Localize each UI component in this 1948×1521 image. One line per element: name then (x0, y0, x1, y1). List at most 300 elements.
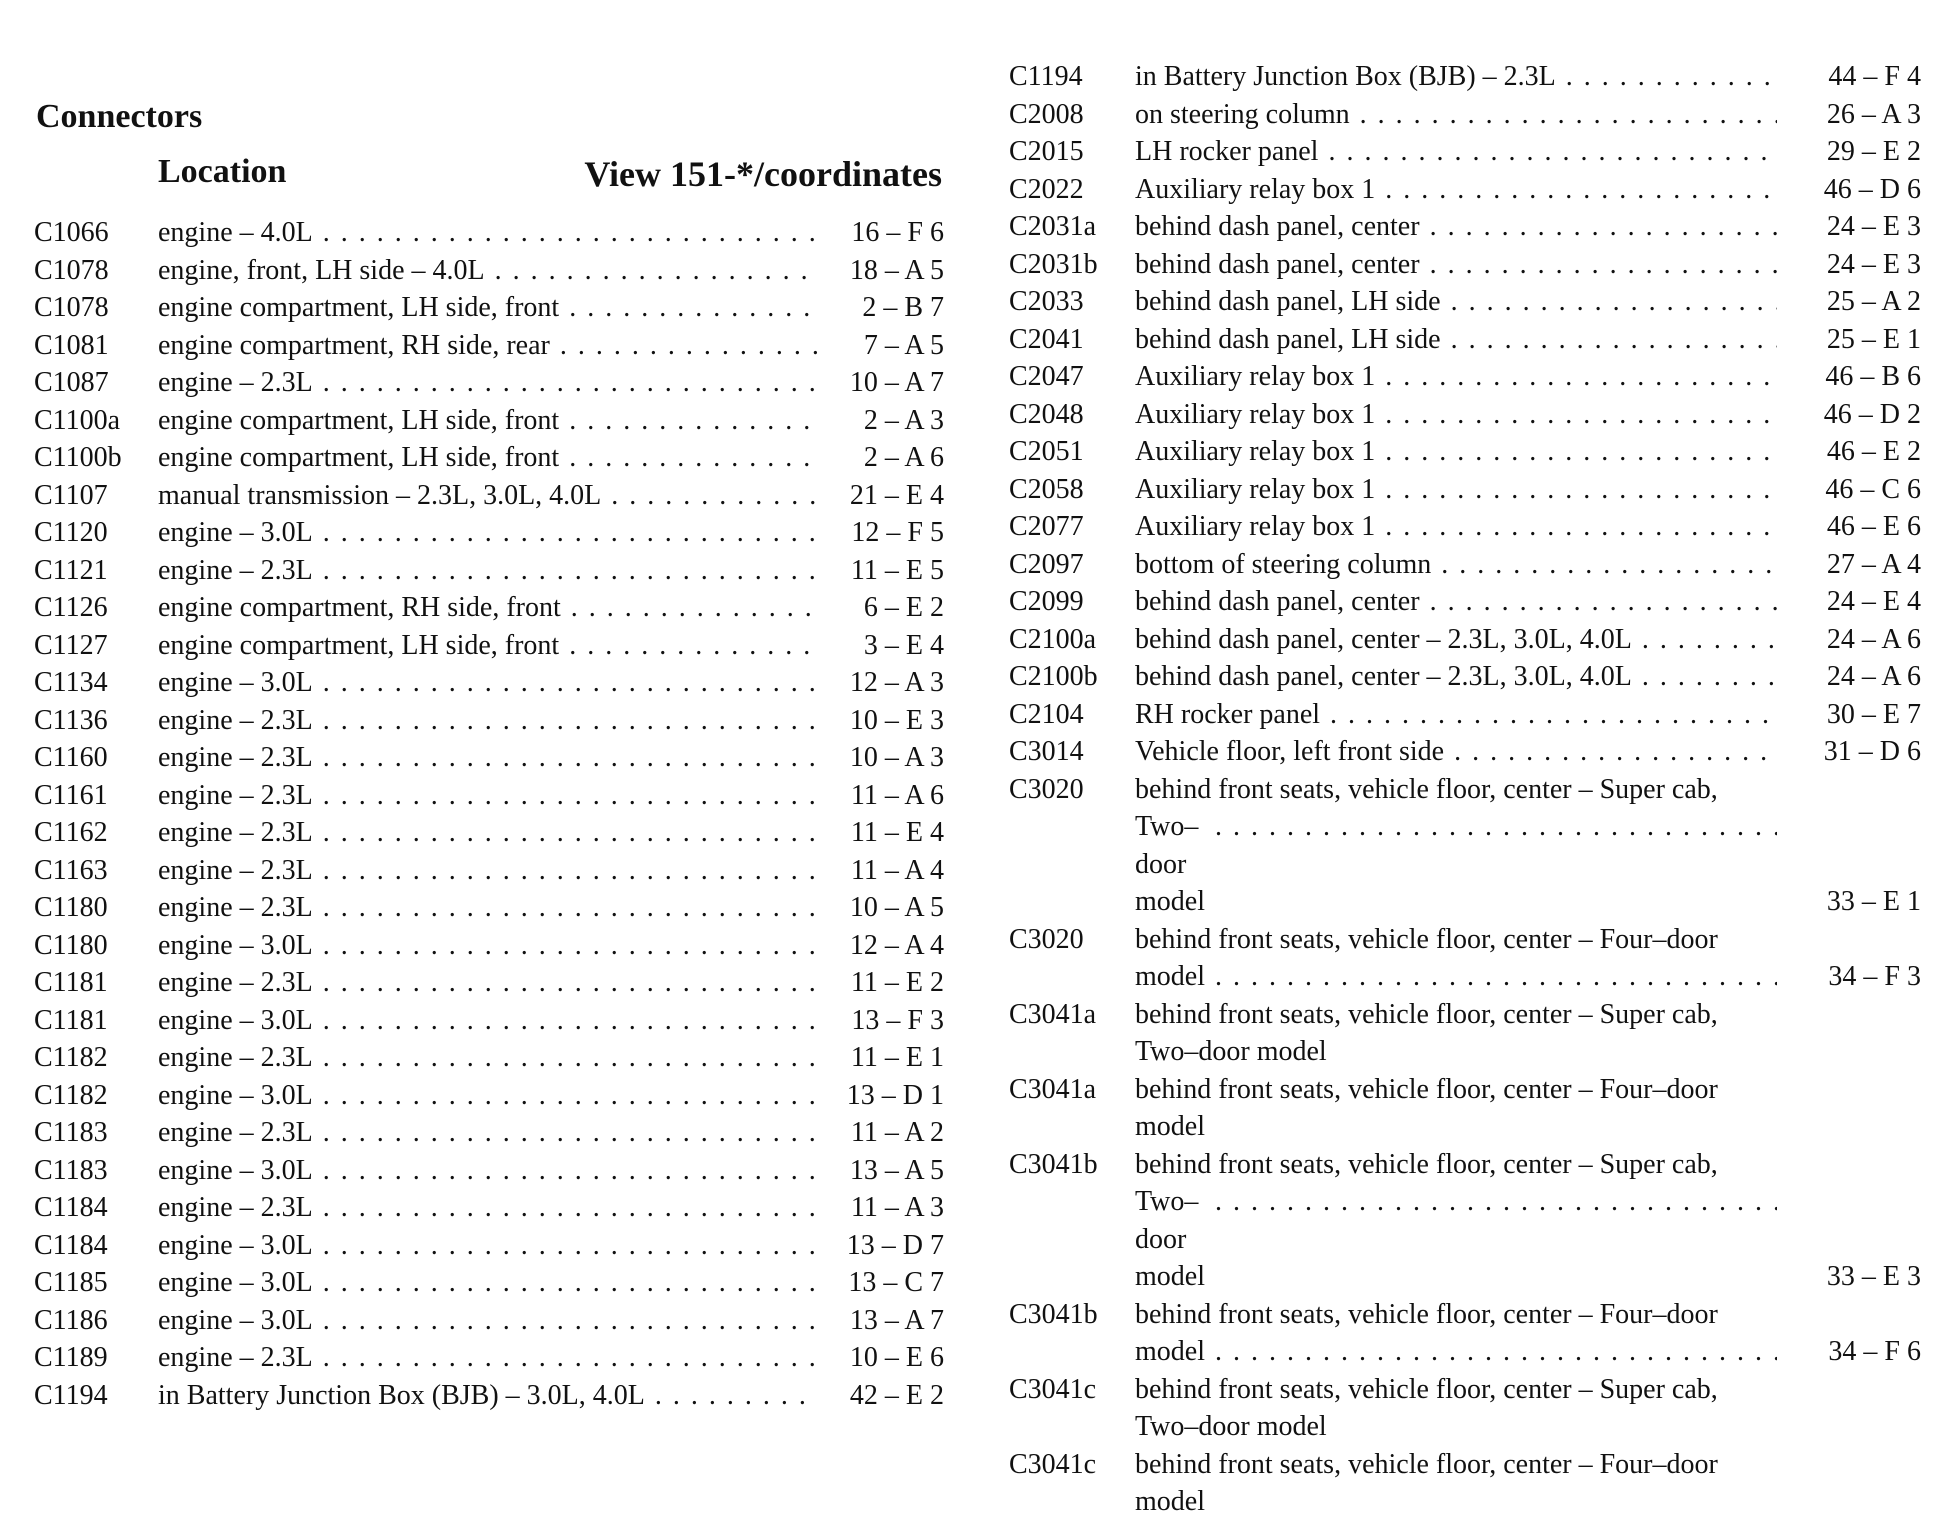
leader-dots (569, 289, 818, 327)
connector-code: C2008 (1009, 98, 1084, 130)
leader-dots (323, 664, 818, 702)
connector-row (34, 664, 944, 702)
location-text: engine compartment, RH side, front (158, 592, 561, 623)
leader-dots (323, 1302, 818, 1340)
connector-row (34, 814, 944, 852)
view-coordinates: 34 – F 6 (1828, 1336, 1921, 1367)
connector-code: C1081 (34, 329, 109, 361)
connector-location (1135, 921, 1791, 996)
section-title: Connectors (36, 98, 203, 135)
view-coordinates: 11 – A 3 (850, 1192, 944, 1223)
connector-row (34, 889, 944, 927)
view-coordinates: 25 – E 1 (1826, 323, 1921, 355)
connector-location (1135, 133, 1791, 171)
connector-code: C1180 (34, 892, 108, 923)
connector-code: C1126 (34, 592, 108, 623)
connector-location (158, 777, 832, 815)
connector-row (34, 514, 944, 552)
connector-location (158, 214, 832, 252)
location-text: engine compartment, RH side, rear (158, 329, 550, 361)
connector-row (34, 964, 944, 1002)
location-text: Auxiliary relay box 1 (1135, 473, 1376, 505)
leader-dots (569, 627, 818, 665)
leader-dots (323, 1114, 818, 1152)
connector-code: C2015 (1009, 136, 1084, 167)
leader-dots (611, 477, 818, 515)
view-coordinates: 33 – E 1 (1826, 886, 1921, 917)
leader-dots (1430, 208, 1777, 246)
location-line-2-wrap (1135, 1033, 1791, 1071)
connector-location (158, 514, 832, 552)
location-text: Auxiliary relay box 1 (1135, 361, 1376, 392)
connector-row (1009, 583, 1921, 621)
connector-location (1135, 433, 1791, 471)
connector-code: C1136 (34, 704, 108, 736)
view-coordinates: 46 – B 6 (1825, 361, 1921, 392)
leader-dots (323, 1152, 818, 1190)
connector-row (34, 1227, 944, 1265)
leader-dots (323, 852, 818, 890)
connector-code: C1100a (34, 404, 121, 436)
view-coordinates: 12 – A 4 (849, 929, 944, 961)
view-coordinates: 21 – E 4 (849, 479, 944, 511)
connector-row (34, 1114, 944, 1152)
location-text: engine – 3.0L (158, 517, 313, 548)
connector-code: C2033 (1009, 286, 1084, 317)
location-line-2: model (1135, 1336, 1205, 1367)
leader-dots (323, 1002, 818, 1040)
connector-location (1135, 1296, 1791, 1371)
view-coordinates: 10 – E 6 (849, 1342, 944, 1373)
location-text: RH rocker panel (1135, 698, 1321, 730)
connector-location (158, 927, 832, 965)
connector-code: C1121 (34, 554, 108, 586)
location-text: LH rocker panel (1135, 136, 1319, 167)
connector-location (158, 814, 832, 852)
location-text: manual transmission – 2.3L, 3.0L, 4.0L (158, 479, 602, 511)
connector-code: C1183 (34, 1154, 108, 1186)
location-text: engine – 2.3L (158, 704, 313, 736)
connector-list-right (1009, 58, 1921, 1521)
view-coordinates: 31 – D 6 (1823, 736, 1921, 767)
view-coordinates: 44 – F 4 (1828, 61, 1921, 92)
view-coordinates: 24 – E 3 (1826, 248, 1921, 280)
location-text: behind dash panel, center (1135, 211, 1420, 242)
leader-dots (323, 1189, 818, 1227)
view-coordinates: 7 – A 5 (863, 329, 944, 361)
connector-code: C1100b (34, 442, 122, 473)
connector-row (34, 627, 944, 665)
connector-code: C1182 (34, 1042, 108, 1073)
connector-location (158, 477, 832, 515)
location-text: engine – 2.3L (158, 1342, 313, 1373)
connector-row (34, 1339, 944, 1377)
connector-code: C1180 (34, 929, 108, 961)
connector-code: C2041 (1009, 323, 1084, 355)
view-coordinates: 11 – E 2 (850, 967, 944, 998)
view-coordinates: 3 – E 4 (863, 629, 944, 661)
view-coordinates: 13 – F 3 (851, 1004, 944, 1036)
connector-row (1009, 133, 1921, 171)
connector-row (34, 739, 944, 777)
view-coordinates: 6 – E 2 (863, 592, 944, 623)
view-coordinates: 11 – A 2 (850, 1117, 944, 1148)
connector-row (1009, 246, 1921, 284)
leader-dots (655, 1377, 818, 1415)
view-coordinates: 12 – A 3 (849, 667, 944, 698)
connector-location (158, 852, 832, 890)
connector-location (1135, 621, 1791, 659)
connector-code: C1194 (1009, 61, 1083, 92)
connector-code: C1163 (34, 854, 108, 886)
leader-dots (1451, 321, 1777, 359)
connector-location (158, 1302, 832, 1340)
view-coordinates: 11 – E 5 (850, 554, 944, 586)
leader-dots (1215, 958, 1777, 996)
view-coordinates: 11 – A 6 (850, 779, 944, 811)
connector-row (1009, 996, 1921, 1071)
connector-code: C2100a (1009, 623, 1097, 655)
connector-list-left (34, 214, 944, 1414)
connector-code: C1134 (34, 667, 108, 698)
connector-location (1135, 396, 1791, 434)
location-text: engine – 3.0L (158, 1004, 313, 1036)
location-line-1: behind front seats, vehicle floor, center – Four–door (1135, 1073, 1718, 1105)
location-text: engine – 2.3L (158, 892, 313, 923)
connector-row (1009, 283, 1921, 321)
location-text: engine – 3.0L (158, 1079, 313, 1111)
location-text: engine – 2.3L (158, 742, 313, 773)
connector-code: C1183 (34, 1117, 108, 1148)
view-coordinates: 2 – A 6 (863, 442, 944, 473)
view-coordinates: 24 – A 6 (1826, 661, 1921, 692)
leader-dots (1385, 171, 1777, 209)
connector-location (1135, 546, 1791, 584)
location-text: Auxiliary relay box 1 (1135, 398, 1376, 430)
connector-row (34, 1152, 944, 1190)
leader-dots (1385, 396, 1777, 434)
view-coordinates: 11 – A 4 (850, 854, 944, 886)
view-coordinates: 46 – D 2 (1823, 398, 1921, 430)
leader-dots (323, 702, 818, 740)
view-coordinates: 2 – A 3 (863, 404, 944, 436)
leader-dots (323, 552, 818, 590)
location-text: engine – 3.0L (158, 1154, 313, 1186)
location-line-2-wrap (1135, 1333, 1791, 1371)
location-text: engine compartment, LH side, front (158, 629, 560, 661)
view-coordinates: 11 – E 4 (850, 817, 944, 848)
location-line-1: behind front seats, vehicle floor, center – Super cab, (1135, 773, 1718, 805)
leader-dots (323, 927, 818, 965)
connector-code: C2047 (1009, 361, 1084, 392)
connector-row (1009, 358, 1921, 396)
leader-dots (323, 889, 818, 927)
connector-row (1009, 546, 1921, 584)
connector-row (1009, 1071, 1921, 1146)
location-text: engine, front, LH side – 4.0L (158, 254, 485, 286)
leader-dots (1328, 133, 1777, 171)
leader-dots (495, 252, 818, 290)
location-text: engine – 3.0L (158, 1267, 313, 1298)
leader-dots (323, 739, 818, 777)
view-coordinates: 26 – A 3 (1826, 98, 1921, 130)
connector-code: C2051 (1009, 436, 1084, 467)
connector-row (1009, 96, 1921, 134)
connector-code: C1186 (34, 1304, 108, 1336)
connector-code: C3041a (1009, 998, 1097, 1030)
location-line-1: behind front seats, vehicle floor, center – Super cab, (1135, 1373, 1718, 1405)
location-text: engine – 2.3L (158, 817, 313, 848)
connector-row (1009, 396, 1921, 434)
leader-dots (560, 327, 818, 365)
location-text: engine – 3.0L (158, 667, 313, 698)
location-text: on steering column (1135, 98, 1350, 130)
location-text: engine – 2.3L (158, 367, 313, 398)
connector-row (1009, 508, 1921, 546)
location-text: Auxiliary relay box 1 (1135, 173, 1376, 205)
connector-row (34, 1264, 944, 1302)
connector-location (158, 889, 832, 927)
location-text: in Battery Junction Box (BJB) – 2.3L (1135, 61, 1556, 92)
leader-dots (1385, 433, 1777, 471)
connector-code: C1120 (34, 517, 108, 548)
connector-location (158, 552, 832, 590)
connector-code: C1185 (34, 1267, 108, 1298)
leader-dots (323, 777, 818, 815)
connector-row (34, 364, 944, 402)
leader-dots (1385, 471, 1777, 509)
connector-location (1135, 208, 1791, 246)
location-text: engine – 2.3L (158, 1192, 313, 1223)
view-coordinates: 33 – E 3 (1826, 1261, 1921, 1292)
connector-code: C2031b (1009, 248, 1098, 280)
connector-row (1009, 171, 1921, 209)
connector-code: C1189 (34, 1342, 108, 1373)
location-text: behind dash panel, center – 2.3L, 3.0L, 4.0L (1135, 623, 1632, 655)
connector-location (1135, 508, 1791, 546)
view-coordinates: 46 – D 6 (1823, 173, 1921, 205)
connector-location (158, 1264, 832, 1302)
connector-location (1135, 996, 1791, 1071)
location-text: engine – 2.3L (158, 779, 313, 811)
view-coordinates: 24 – A 6 (1826, 623, 1921, 655)
connector-location (158, 627, 832, 665)
connector-code: C3020 (1009, 773, 1084, 805)
connector-code: C1087 (34, 367, 109, 398)
view-coordinates: 24 – E 3 (1826, 211, 1921, 242)
leader-dots (323, 1039, 818, 1077)
connector-row (34, 1077, 944, 1115)
location-line-2: Two–door model (1135, 1186, 1205, 1292)
view-coordinates: 10 – A 3 (849, 742, 944, 773)
leader-dots (1385, 508, 1777, 546)
location-line-2: Two–door model (1135, 1036, 1327, 1067)
location-text: engine – 2.3L (158, 967, 313, 998)
connector-code: C1184 (34, 1229, 108, 1261)
location-text: Auxiliary relay box 1 (1135, 511, 1376, 542)
connector-row (34, 552, 944, 590)
connector-location (1135, 1146, 1791, 1296)
connector-code: C1181 (34, 967, 108, 998)
connector-code: C2048 (1009, 398, 1084, 430)
location-line-2: model (1135, 1111, 1205, 1142)
connector-row (34, 1189, 944, 1227)
location-line-1: behind front seats, vehicle floor, center – Four–door (1135, 1448, 1718, 1480)
view-coordinates: 16 – F 6 (851, 217, 944, 248)
connector-row (34, 852, 944, 890)
connector-row (1009, 58, 1921, 96)
connector-location (1135, 283, 1791, 321)
location-text: engine – 2.3L (158, 1042, 313, 1073)
leader-dots (323, 1264, 818, 1302)
connector-code: C2022 (1009, 173, 1084, 205)
location-text: engine compartment, LH side, front (158, 292, 560, 323)
connector-row (1009, 1296, 1921, 1371)
location-text: behind dash panel, center (1135, 586, 1420, 617)
location-text: engine – 2.3L (158, 854, 313, 886)
location-text: engine – 3.0L (158, 1304, 313, 1336)
location-text: bottom of steering column (1135, 548, 1432, 580)
connector-code: C1194 (34, 1379, 108, 1411)
view-coordinates: 42 – E 2 (849, 1379, 944, 1411)
connector-row (1009, 321, 1921, 359)
location-line-2-wrap (1135, 958, 1791, 996)
leader-dots (323, 964, 818, 1002)
connector-code: C1184 (34, 1192, 108, 1223)
leader-dots (1430, 246, 1777, 284)
view-coordinates: 29 – E 2 (1826, 136, 1921, 167)
connector-location (158, 1002, 832, 1040)
location-line-1: behind front seats, vehicle floor, center – Four–door (1135, 1298, 1718, 1330)
connector-row (1009, 1446, 1921, 1521)
leader-dots (1215, 808, 1777, 921)
connector-location (158, 1227, 832, 1265)
connector-row (1009, 658, 1921, 696)
location-line-2: Two–door model (1135, 1411, 1327, 1442)
connector-location (158, 702, 832, 740)
leader-dots (323, 1227, 818, 1265)
connector-location (1135, 171, 1791, 209)
connector-location (1135, 358, 1791, 396)
leader-dots (1454, 733, 1777, 771)
connector-code: C1182 (34, 1079, 108, 1111)
connector-code: C2097 (1009, 548, 1084, 580)
location-text: behind dash panel, LH side (1135, 286, 1441, 317)
connector-location (158, 327, 832, 365)
connector-location (158, 439, 832, 477)
view-coordinates: 10 – E 3 (849, 704, 944, 736)
connector-row (34, 402, 944, 440)
connector-location (1135, 1371, 1791, 1446)
location-line-2-wrap (1135, 1108, 1791, 1146)
connector-row (34, 289, 944, 327)
connector-location (1135, 246, 1791, 284)
location-line-1: behind front seats, vehicle floor, center – Super cab, (1135, 998, 1718, 1030)
view-coordinates: 13 – D 7 (846, 1229, 944, 1261)
location-text: Vehicle floor, left front side (1135, 736, 1445, 767)
leader-dots (1215, 1333, 1777, 1371)
connector-code: C1078 (34, 292, 109, 323)
connector-row (34, 252, 944, 290)
connector-location (158, 1114, 832, 1152)
leader-dots (323, 214, 818, 252)
view-coordinates: 18 – A 5 (849, 254, 944, 286)
view-coordinates: 12 – F 5 (851, 517, 944, 548)
location-text: engine compartment, LH side, front (158, 442, 560, 473)
connector-code: C2100b (1009, 661, 1098, 692)
connector-location (158, 664, 832, 702)
connector-code: C2058 (1009, 473, 1084, 505)
connector-row (1009, 433, 1921, 471)
view-coordinates: 13 – A 7 (849, 1304, 944, 1336)
connector-code: C3041b (1009, 1298, 1098, 1330)
connector-location (1135, 58, 1791, 96)
connector-location (158, 589, 832, 627)
leader-dots (1360, 96, 1777, 134)
connector-location (1135, 321, 1791, 359)
connector-code: C1066 (34, 217, 109, 248)
leader-dots (1642, 658, 1777, 696)
location-line-1: behind front seats, vehicle floor, center – Four–door (1135, 923, 1718, 955)
leader-dots (1451, 283, 1777, 321)
leader-dots (569, 402, 818, 440)
connector-location (1135, 1071, 1791, 1146)
location-line-2: model (1135, 1486, 1205, 1517)
view-coordinates: 13 – A 5 (849, 1154, 944, 1186)
connector-code: C1107 (34, 479, 108, 511)
connector-location (1135, 583, 1791, 621)
connector-location (1135, 696, 1791, 734)
connector-row (34, 327, 944, 365)
connector-location (158, 1377, 832, 1415)
location-text: behind dash panel, center – 2.3L, 3.0L, 4.0L (1135, 661, 1632, 692)
connector-code: C3041c (1009, 1448, 1097, 1480)
connector-location (158, 964, 832, 1002)
connector-code: C1078 (34, 254, 109, 286)
connector-code: C1161 (34, 779, 108, 811)
view-coordinates: 13 – D 1 (846, 1079, 944, 1111)
connector-code: C1162 (34, 817, 108, 848)
connector-location (1135, 771, 1791, 921)
location-line-2-wrap (1135, 1183, 1791, 1296)
connector-row (1009, 208, 1921, 246)
location-text: engine compartment, LH side, front (158, 404, 560, 436)
connector-location (1135, 471, 1791, 509)
leader-dots (323, 1339, 818, 1377)
connector-location (158, 402, 832, 440)
connector-row (1009, 471, 1921, 509)
location-text: engine – 4.0L (158, 217, 313, 248)
connector-location (158, 1152, 832, 1190)
location-text: behind dash panel, center (1135, 248, 1420, 280)
view-coordinates: 25 – A 2 (1826, 286, 1921, 317)
connector-row (34, 1302, 944, 1340)
connector-location (1135, 733, 1791, 771)
location-text: in Battery Junction Box (BJB) – 3.0L, 4.0L (158, 1379, 645, 1411)
connector-row (1009, 1371, 1921, 1446)
view-coordinates: 10 – A 7 (849, 367, 944, 398)
location-text: engine – 2.3L (158, 554, 313, 586)
view-coordinates: 34 – F 3 (1828, 961, 1921, 992)
connector-location (1135, 96, 1791, 134)
connector-row (34, 589, 944, 627)
connector-code: C3041c (1009, 1373, 1097, 1405)
connector-row (1009, 1146, 1921, 1296)
leader-dots (323, 364, 818, 402)
leader-dots (1215, 1183, 1777, 1296)
connector-code: C1181 (34, 1004, 108, 1036)
connector-row (34, 702, 944, 740)
